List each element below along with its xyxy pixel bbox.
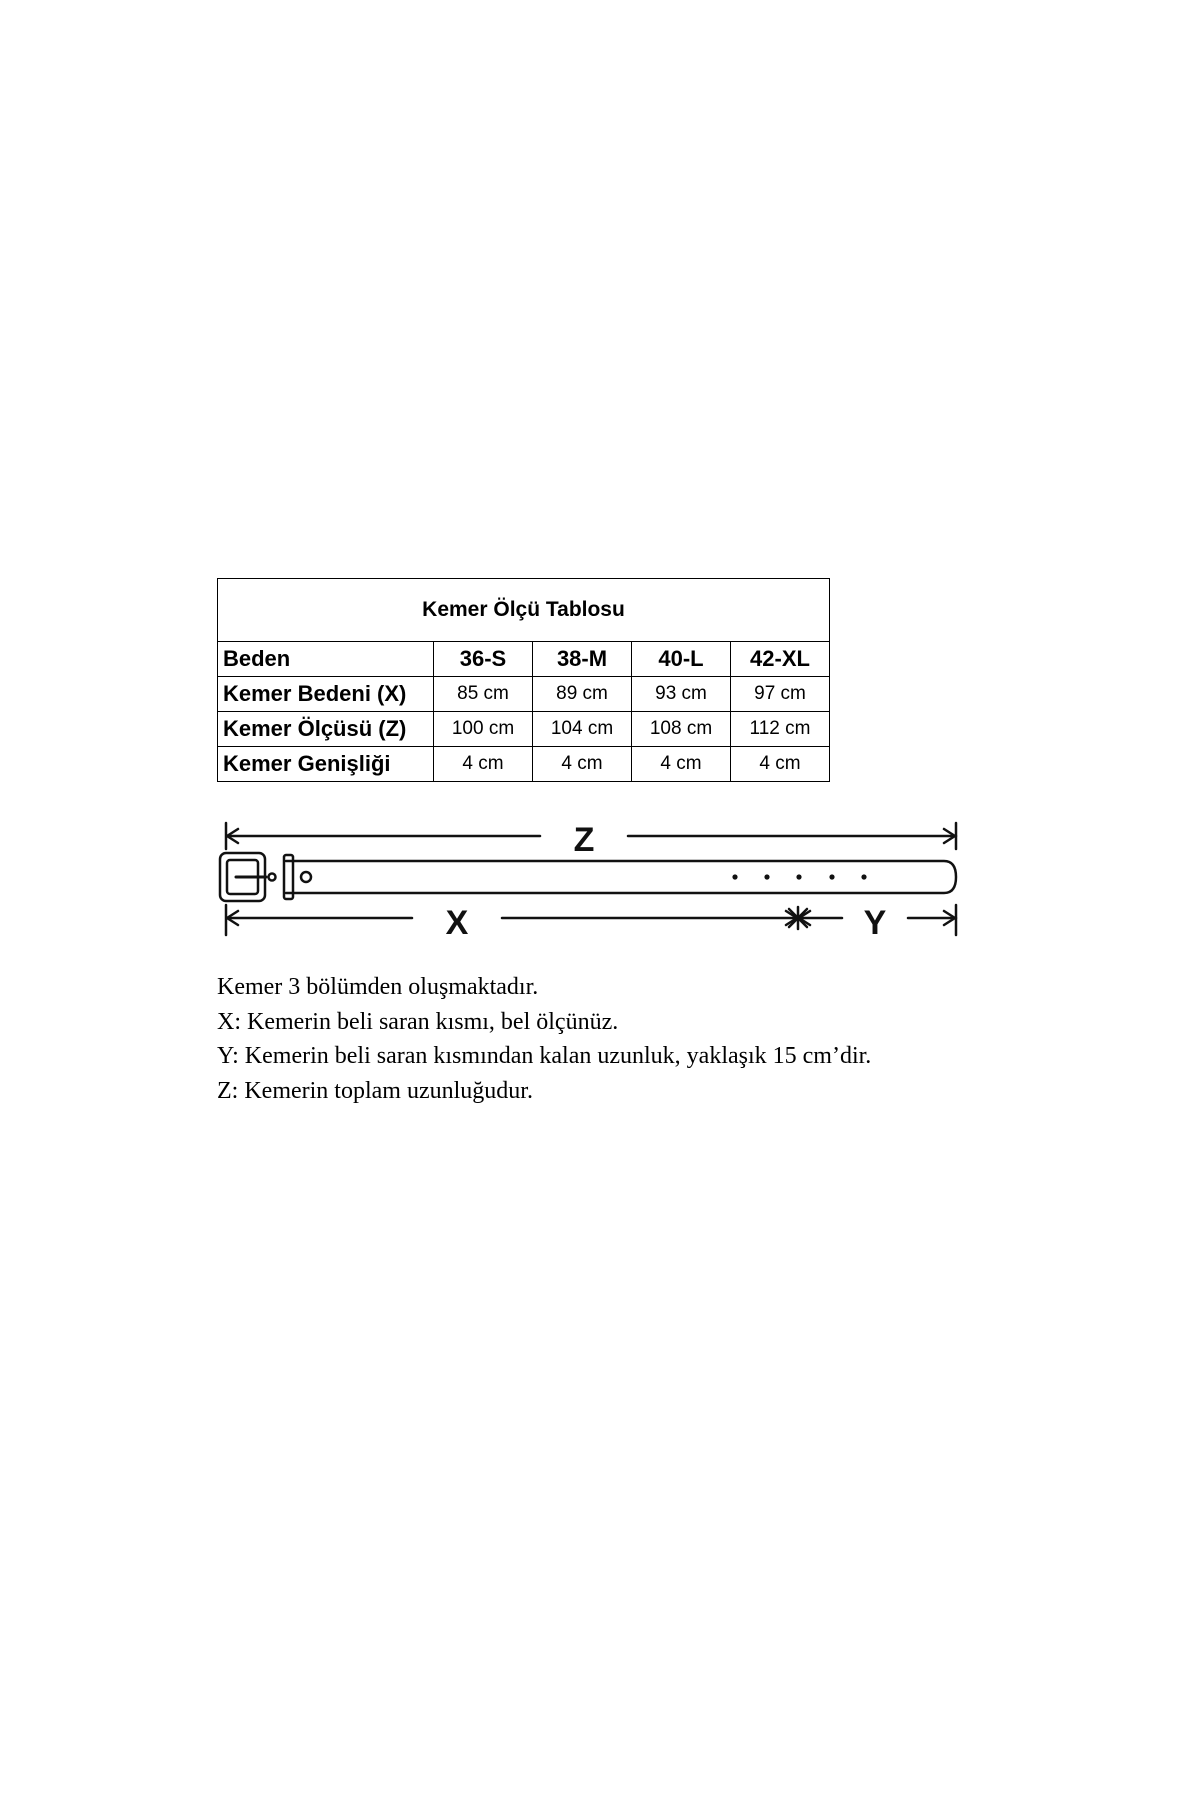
note-line: Y: Kemerin beli saran kısmından kalan uzunluk, yaklaşık 15 cm’dir. (217, 1043, 872, 1069)
row-label: Kemer Ölçüsü (Z) (218, 712, 434, 747)
size-header: 38-M (533, 642, 632, 677)
size-header: 40-L (632, 642, 731, 677)
table-row (218, 712, 830, 747)
table-row (218, 677, 830, 712)
belt-illustration (220, 853, 956, 901)
header-label: Beden (218, 642, 434, 677)
z-label: Z (573, 821, 595, 859)
table-cell: 4 cm (731, 747, 830, 782)
table-cell: 97 cm (731, 677, 830, 712)
table-cell: 89 cm (533, 677, 632, 712)
belt-diagram (200, 815, 960, 955)
table-cell: 4 cm (632, 747, 731, 782)
row-label: Kemer Genişliği (218, 747, 434, 782)
table-cell: 4 cm (533, 747, 632, 782)
y-label: Y (863, 904, 887, 942)
table-cell: 108 cm (632, 712, 731, 747)
table-header-row (218, 642, 830, 677)
row-label: Kemer Bedeni (X) (218, 677, 434, 712)
table-cell: 104 cm (533, 712, 632, 747)
table-cell: 93 cm (632, 677, 731, 712)
x-label: X (445, 904, 469, 942)
size-header: 36-S (434, 642, 533, 677)
size-header: 42-XL (731, 642, 830, 677)
note-line: X: Kemerin beli saran kısmı, bel ölçünüz. (217, 1008, 619, 1035)
belt-notes (217, 970, 871, 1108)
table-cell: 85 cm (434, 677, 533, 712)
table-title-row (218, 579, 830, 642)
table-cell: 4 cm (434, 747, 533, 782)
table-cell: 100 cm (434, 712, 533, 747)
table-title: Kemer Ölçü Tablosu (218, 579, 830, 642)
x-y-dimension-arrows (226, 905, 956, 935)
table-row (218, 747, 830, 782)
note-line: Z: Kemerin toplam uzunluğudur. (217, 1077, 533, 1104)
size-table (217, 578, 830, 782)
note-line: Kemer 3 bölümden oluşmaktadır. (217, 974, 539, 1000)
table-cell: 112 cm (731, 712, 830, 747)
